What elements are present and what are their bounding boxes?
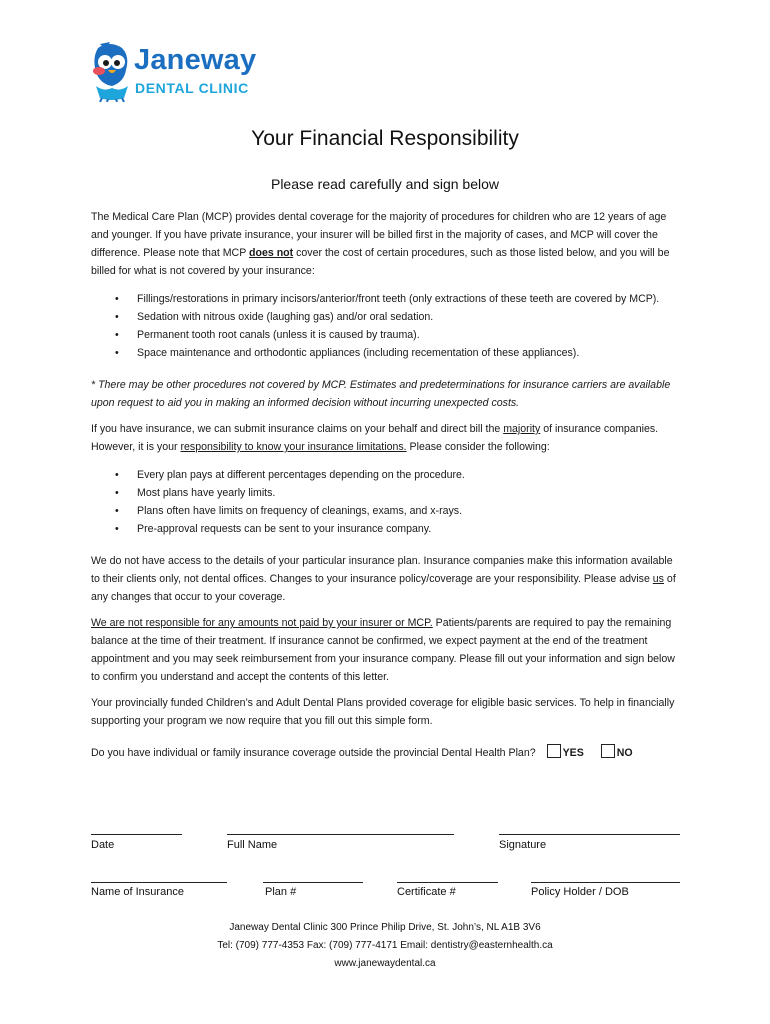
date-label: Date: [91, 839, 115, 851]
us-underline: us: [652, 573, 664, 585]
mcp-text-a: The Medical Care Plan (MCP) provides dental coverage for the majority of procedures for children who are 12 years of age and younger. If you have private insurance, your insurer will be billed first in the majority of cases, and MCP will cover the difference. Please note that MCP: [91, 211, 667, 259]
responsibility-underline: responsibility to know your insurance limitations.: [180, 441, 407, 453]
footer-address: Janeway Dental Clinic 300 Prince Philip Drive, St. John’s, NL A1B 3V6: [229, 922, 541, 933]
document-body: [91, 208, 681, 770]
list-item: • Permanent tooth root canals (unless it is caused by trauma).: [91, 326, 681, 344]
insurance-text-e: Please consider the following:: [406, 441, 550, 453]
signature-field[interactable]: [499, 834, 680, 835]
question-text: Do you have individual or family insurance coverage outside the provincial Dental Health Plan?: [91, 747, 536, 759]
page-subtitle: Please read carefully and sign below: [270, 176, 500, 192]
certificate-number-field[interactable]: [397, 882, 498, 883]
plan-considerations-list: [91, 466, 681, 538]
list-item: • Space maintenance and orthodontic appliances (including recementation of these appliances).: [91, 344, 681, 362]
insurance-text-c: of insurance companies. However, it is your: [91, 423, 659, 453]
clinic-logo: [90, 42, 280, 104]
access-text-a: We do not have access to the details of your particular insurance plan. Insurance companies make this information available to their clients only, not dental offices. Changes to your insurance policy/coverage are your responsibility. Please advise: [91, 555, 673, 585]
footer-contact: Tel: (709) 777-4353 Fax: (709) 777-4171 Email: dentistry@easternhealth.ca: [217, 940, 553, 951]
yes-label: YES: [562, 747, 584, 759]
provincial-plan-paragraph: Your provincially funded Children’s and Adult Dental Plans provided coverage for eligible basic services. To help in financially supporting your program we now require that you fill out this simple form.: [91, 697, 675, 727]
insurance-text-a: If you have insurance, we can submit insurance claims on your behalf and direct bill the: [91, 423, 504, 435]
bird-mascot-icon: [90, 42, 132, 102]
not-covered-list: [91, 290, 681, 362]
access-paragraph: [91, 552, 681, 606]
not-responsible-underline: We are not responsible for any amounts not paid by your insurer or MCP.: [91, 617, 433, 629]
full-name-field[interactable]: [227, 834, 454, 835]
plan-number-label: Plan #: [265, 886, 297, 898]
insurance-paragraph: [91, 420, 681, 456]
coverage-question: [91, 744, 681, 762]
date-field[interactable]: [91, 834, 182, 835]
certificate-number-label: Certificate #: [397, 886, 456, 898]
logo-subtitle-text: DENTAL CLINIC: [135, 80, 249, 96]
list-item: • Plans often have limits on frequency of cleanings, exams, and x-rays.: [91, 502, 681, 520]
list-item: • Every plan pays at different percentages depending on the procedure.: [91, 466, 681, 484]
full-name-label: Full Name: [227, 839, 278, 851]
list-item: • Fillings/restorations in primary incisors/anterior/front teeth (only extractions of these teeth are covered by MCP).: [91, 290, 681, 308]
responsibility-text: Patients/parents are required to pay the remaining balance at the time of their treatment. If insurance cannot be confirmed, we expect payment at the end of the treatment appointment and you may seek reimbursement from your insurance company. Please fill out your information and sign below to confirm you understand and accept the contents of this letter.: [91, 617, 675, 683]
insurance-name-field[interactable]: [91, 882, 227, 883]
page-title: Your Financial Responsibility: [251, 127, 519, 150]
mcp-paragraph: [91, 208, 681, 280]
list-item: • Pre-approval requests can be sent to your insurance company.: [91, 520, 681, 538]
signature-label: Signature: [499, 839, 547, 851]
policy-holder-label: Policy Holder / DOB: [531, 886, 629, 898]
mcp-text-c: cover the cost of certain procedures, such as those listed below, and you will be billed for what is not covered by your insurance:: [91, 247, 670, 277]
majority-underline: majority: [503, 423, 541, 435]
list-item: • Most plans have yearly limits.: [91, 484, 681, 502]
no-checkbox[interactable]: [601, 744, 615, 758]
yes-checkbox[interactable]: [547, 744, 561, 758]
access-text-c: of any changes that occur to your coverage.: [91, 573, 676, 603]
plan-number-field[interactable]: [263, 882, 363, 883]
footer-website[interactable]: www.janewaydental.ca: [334, 958, 436, 969]
insurance-name-label: Name of Insurance: [91, 886, 184, 898]
logo-brand-text: Janeway: [134, 44, 257, 76]
policy-holder-field[interactable]: [531, 882, 680, 883]
disclaimer-note: * There may be other procedures not covered by MCP. Estimates and predeterminations for insurance carriers are available upon request to aid you in making an informed decision without incurring unexpected costs.: [91, 379, 671, 409]
no-label: NO: [616, 747, 633, 759]
responsibility-paragraph: [91, 614, 681, 686]
list-item: • Sedation with nitrous oxide (laughing gas) and/or oral sedation.: [91, 308, 681, 326]
mcp-emphasis: does not: [249, 247, 294, 259]
